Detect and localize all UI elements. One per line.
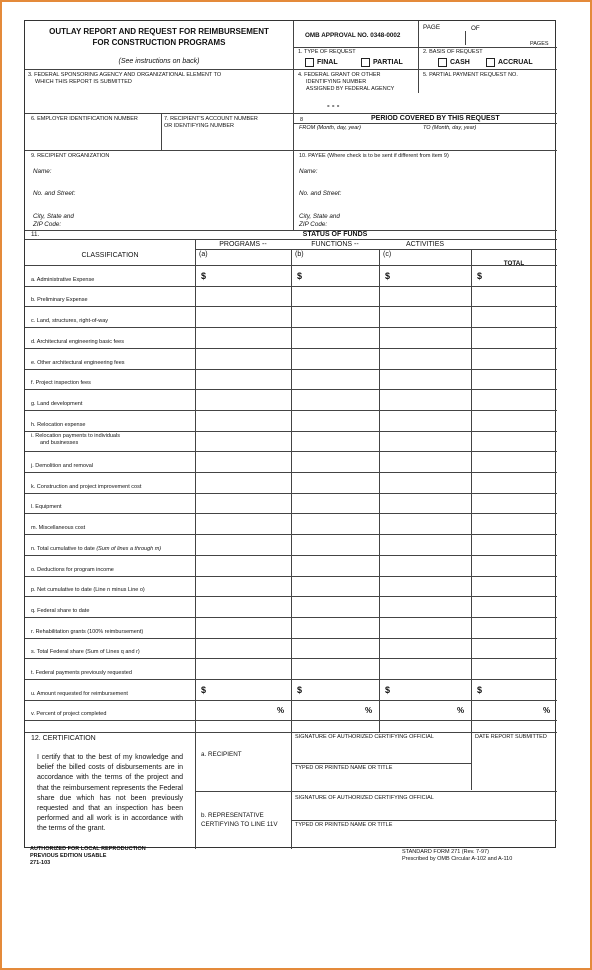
funds-row-label-text: h. Relocation expense bbox=[31, 421, 86, 428]
amount-field-programs[interactable] bbox=[197, 474, 289, 491]
representative-label: b. REPRESENTATIVE bbox=[201, 812, 264, 819]
amount-field-activities[interactable] bbox=[381, 619, 469, 636]
funds-row-label bbox=[31, 297, 88, 303]
form-title-line2: FOR CONSTRUCTION PROGRAMS bbox=[92, 38, 226, 47]
amount-field-programs[interactable] bbox=[197, 391, 289, 408]
funds-row-label bbox=[31, 422, 85, 428]
funds-row-label-text: l. Equipment bbox=[31, 504, 62, 511]
funds-row-label bbox=[31, 277, 94, 283]
funds-row-label bbox=[31, 649, 140, 655]
certification-text: I certify that to the best of my knowledge and belief the billed costs of disbursements are in accordance with the terms of the project and that the reimbursement represents the Federal share due which has not been previously requested and that an inspection has been performed and all work is in accordance with the terms of the grant. bbox=[37, 754, 183, 833]
period-from-field[interactable] bbox=[299, 133, 417, 148]
dollar-sign: $ bbox=[201, 685, 207, 695]
funds-row-label bbox=[31, 608, 89, 614]
funds-row-label-text: e. Other architectural engineering fees bbox=[31, 359, 125, 366]
funds-row-label bbox=[31, 339, 124, 345]
dollar-sign: $ bbox=[297, 685, 303, 695]
amount-field-activities[interactable] bbox=[381, 660, 469, 677]
basis-of-request-label: 2. BASIS OF REQUEST bbox=[423, 49, 483, 55]
footer-previous-edition: PREVIOUS EDITION USABLE bbox=[30, 853, 107, 859]
dollar-sign: $ bbox=[477, 271, 483, 281]
funds-row-label-text: k. Construction and project improvement cost bbox=[31, 483, 142, 490]
field-7-label: 7. RECIPIENT'S ACCOUNT NUMBER bbox=[164, 116, 258, 122]
field-8-number: 8 bbox=[300, 117, 304, 123]
employer-id-field[interactable] bbox=[28, 125, 158, 147]
representative-typed-name-field[interactable] bbox=[295, 830, 553, 846]
amount-field-programs[interactable] bbox=[197, 578, 289, 595]
amount-field-total[interactable] bbox=[473, 267, 555, 284]
amount-field-functions[interactable] bbox=[293, 640, 377, 657]
recipient-typed-name-label: TYPED OR PRINTED NAME OR TITLE bbox=[295, 765, 393, 771]
amount-field-programs[interactable] bbox=[197, 536, 289, 553]
amount-field-functions[interactable] bbox=[293, 453, 377, 470]
grant-number-field[interactable] bbox=[298, 93, 416, 111]
field-3-label: 3. FEDERAL SPONSORING AGENCY AND ORGANIZATIONAL ELEMENT TO bbox=[28, 72, 222, 78]
representative-signature-label: SIGNATURE OF AUTHORIZED CERTIFYING OFFICIAL bbox=[295, 795, 434, 801]
amount-field-total[interactable] bbox=[473, 474, 555, 491]
percent-sign: % bbox=[365, 705, 373, 715]
amount-field-programs[interactable] bbox=[197, 681, 289, 698]
funds-row-label bbox=[31, 525, 85, 531]
amount-field-total[interactable] bbox=[473, 557, 555, 574]
accrual-checkbox[interactable] bbox=[486, 58, 495, 67]
recipient-zip-label: ZIP Code: bbox=[33, 221, 62, 228]
amount-field-programs[interactable] bbox=[197, 557, 289, 574]
amount-field-total[interactable] bbox=[473, 350, 555, 367]
period-to-label: TO (Month, day, year) bbox=[423, 125, 477, 131]
amount-field-functions[interactable] bbox=[293, 619, 377, 636]
partial-payment-number-field[interactable] bbox=[423, 81, 553, 111]
amount-field-functions[interactable] bbox=[293, 371, 377, 388]
amount-field-programs[interactable] bbox=[197, 412, 289, 429]
amount-field-programs[interactable] bbox=[197, 329, 289, 346]
status-of-funds-title: STATUS OF FUNDS bbox=[302, 231, 368, 238]
percent-sign: % bbox=[277, 705, 285, 715]
dollar-sign: $ bbox=[201, 271, 207, 281]
recipient-name-label: Name: bbox=[33, 168, 52, 175]
funds-row-label bbox=[31, 484, 141, 490]
representative-label-2: CERTIFYING TO LINE 11V bbox=[201, 821, 278, 828]
funds-row-label bbox=[31, 318, 108, 324]
recipient-signature-label: SIGNATURE OF AUTHORIZED CERTIFYING OFFICIAL bbox=[295, 734, 434, 740]
funds-row-label-2: and businesses bbox=[40, 439, 79, 446]
percent-sign: % bbox=[457, 705, 465, 715]
partial-checkbox[interactable] bbox=[361, 58, 370, 67]
amount-field-total[interactable] bbox=[473, 495, 555, 512]
amount-field-total[interactable] bbox=[473, 453, 555, 470]
amount-field-programs[interactable] bbox=[197, 619, 289, 636]
recipient-street-label: No. and Street: bbox=[33, 190, 76, 197]
partial-label: PARTIAL bbox=[373, 59, 403, 66]
funds-row-label-text: d. Architectural engineering basic fees bbox=[31, 338, 124, 345]
funds-row-label-text: a. Administrative Expense bbox=[31, 276, 95, 283]
sf271-form bbox=[24, 20, 556, 848]
amount-field-total[interactable] bbox=[473, 391, 555, 408]
certification-title: 12. CERTIFICATION bbox=[31, 735, 96, 742]
amount-field-functions[interactable] bbox=[293, 412, 377, 429]
date-submitted-label: DATE REPORT SUBMITTED bbox=[475, 734, 547, 740]
amount-field-activities[interactable] bbox=[381, 578, 469, 595]
amount-field-programs[interactable] bbox=[197, 702, 289, 719]
amount-field-programs[interactable] bbox=[197, 598, 289, 615]
recipient-city-label: City, State and bbox=[33, 213, 74, 220]
amount-field-functions[interactable] bbox=[293, 578, 377, 595]
column-a-header: (a) bbox=[199, 251, 208, 258]
amount-field-total[interactable] bbox=[473, 288, 555, 305]
recipient-account-field[interactable] bbox=[164, 131, 290, 147]
amount-field-functions[interactable] bbox=[293, 681, 377, 698]
recipient-typed-name-field[interactable] bbox=[295, 773, 467, 789]
amount-field-functions[interactable] bbox=[293, 536, 377, 553]
amount-field-functions[interactable] bbox=[293, 267, 377, 284]
field-4-label-2: IDENTIFYING NUMBER bbox=[306, 79, 367, 85]
amount-field-activities[interactable] bbox=[381, 412, 469, 429]
field-4-label: 4. FEDERAL GRANT OR OTHER bbox=[298, 72, 381, 78]
footer-authorized: AUTHORIZED FOR LOCAL REPRODUCTION bbox=[30, 846, 146, 852]
amount-field-total[interactable] bbox=[473, 536, 555, 553]
amount-field-activities[interactable] bbox=[381, 267, 469, 284]
payee-zip-label: ZIP Code: bbox=[299, 221, 328, 228]
funds-row-label bbox=[31, 567, 114, 573]
amount-field-activities[interactable] bbox=[381, 371, 469, 388]
classification-header: CLASSIFICATION bbox=[81, 252, 139, 259]
funds-row-label-text: g. Land development bbox=[31, 400, 83, 407]
amount-field-activities[interactable] bbox=[381, 453, 469, 470]
functions-header: FUNCTIONS -- bbox=[311, 241, 359, 248]
funds-row-label bbox=[31, 401, 82, 407]
amount-field-total[interactable] bbox=[473, 660, 555, 677]
amount-field-functions[interactable] bbox=[293, 660, 377, 677]
amount-field-programs[interactable] bbox=[197, 660, 289, 677]
amount-field-activities[interactable] bbox=[381, 288, 469, 305]
amount-field-programs[interactable] bbox=[197, 495, 289, 512]
funds-row-label-text: c. Land, structures, right-of-way bbox=[31, 318, 109, 325]
amount-field-activities[interactable] bbox=[381, 308, 469, 325]
funds-row-label bbox=[31, 504, 62, 510]
payee-city-label: City, State and bbox=[299, 213, 340, 220]
footer-standard-form: STANDARD FORM 271 (Rev. 7-97) bbox=[402, 849, 489, 855]
funds-row-label bbox=[31, 587, 145, 593]
recipient-cert-label: a. RECIPIENT bbox=[201, 751, 242, 758]
funds-row-label-text: b. Preliminary Expense bbox=[31, 297, 88, 304]
period-from-label: FROM (Month, day, year) bbox=[299, 125, 361, 131]
total-pages-field[interactable] bbox=[471, 32, 521, 44]
funds-row-label-text: o. Deductions for program income bbox=[31, 566, 114, 573]
dollar-sign: $ bbox=[477, 685, 483, 695]
funds-row-label bbox=[31, 670, 132, 676]
amount-field-total[interactable] bbox=[473, 578, 555, 595]
payee-name-label: Name: bbox=[299, 168, 318, 175]
amount-field-programs[interactable] bbox=[197, 288, 289, 305]
amount-field-functions[interactable] bbox=[293, 350, 377, 367]
funds-row-label-text: u. Amount requested for reimbursement bbox=[31, 690, 128, 697]
field-9-label: 9. RECIPIENT ORGANIZATION bbox=[31, 153, 110, 159]
funds-row-label bbox=[31, 629, 143, 635]
amount-field-functions[interactable] bbox=[293, 515, 377, 532]
funds-row-label bbox=[31, 546, 161, 552]
amount-field-total[interactable] bbox=[473, 640, 555, 657]
cash-checkbox[interactable] bbox=[438, 58, 447, 67]
amount-field-functions[interactable] bbox=[293, 329, 377, 346]
amount-field-activities[interactable] bbox=[381, 391, 469, 408]
amount-field-functions[interactable] bbox=[293, 474, 377, 491]
funds-row-label-text: p. Net cumulative to date (Line n minus Line o) bbox=[31, 587, 145, 594]
amount-field-total[interactable] bbox=[473, 371, 555, 388]
amount-field-programs[interactable] bbox=[197, 433, 289, 450]
field-3-label-2: WHICH THIS REPORT IS SUBMITTED bbox=[35, 79, 132, 85]
amount-field-activities[interactable] bbox=[381, 350, 469, 367]
payee-field[interactable] bbox=[331, 165, 553, 227]
amount-field-programs[interactable] bbox=[197, 453, 289, 470]
amount-field-total[interactable] bbox=[473, 598, 555, 615]
instructions-note: (See instructions on back) bbox=[118, 58, 200, 65]
payee-street-label: No. and Street: bbox=[299, 190, 342, 197]
amount-field-activities[interactable] bbox=[381, 474, 469, 491]
amount-field-total[interactable] bbox=[473, 308, 555, 325]
funds-row-label-text: t. Federal payments previously requested bbox=[31, 670, 132, 676]
period-to-field[interactable] bbox=[423, 133, 553, 148]
representative-signature-field[interactable] bbox=[295, 803, 553, 819]
date-submitted-field[interactable] bbox=[475, 742, 553, 788]
funds-row-label bbox=[31, 380, 91, 386]
recipient-signature-field[interactable] bbox=[295, 742, 467, 762]
funds-row-label-text: s. Total Federal share (Sum of Lines q and r) bbox=[31, 649, 140, 656]
field-10-label: 10. PAYEE (Where check is to be sent if different from item 9) bbox=[299, 153, 449, 159]
final-label: FINAL bbox=[317, 59, 338, 66]
recipient-organization-field[interactable] bbox=[65, 165, 289, 227]
column-c-header: (c) bbox=[383, 251, 392, 258]
amount-field-functions[interactable] bbox=[293, 598, 377, 615]
funds-row-label bbox=[31, 711, 106, 717]
pages-label: PAGES bbox=[530, 41, 549, 47]
amount-field-programs[interactable] bbox=[197, 640, 289, 657]
amount-field-functions[interactable] bbox=[293, 391, 377, 408]
programs-header: PROGRAMS -- bbox=[219, 241, 267, 248]
funds-row-label bbox=[31, 691, 128, 697]
amount-field-programs[interactable] bbox=[197, 515, 289, 532]
amount-field-total[interactable] bbox=[473, 515, 555, 532]
amount-field-total[interactable] bbox=[473, 619, 555, 636]
of-label: OF bbox=[471, 25, 480, 32]
column-b-header: (b) bbox=[295, 251, 304, 258]
omb-approval: OMB APPROVAL NO. 0348-0002 bbox=[305, 32, 401, 39]
grant-number-dashes: - - - bbox=[327, 101, 340, 110]
funds-row-label bbox=[31, 360, 125, 366]
amount-field-programs[interactable] bbox=[197, 350, 289, 367]
amount-field-programs[interactable] bbox=[197, 267, 289, 284]
funds-row-label-text: q. Federal share to date bbox=[31, 607, 90, 614]
amount-field-total[interactable] bbox=[473, 412, 555, 429]
dollar-sign: $ bbox=[385, 271, 391, 281]
amount-field-functions[interactable] bbox=[293, 288, 377, 305]
amount-field-activities[interactable] bbox=[381, 433, 469, 450]
total-header: TOTAL bbox=[503, 260, 525, 267]
footer-form-code: 271-103 bbox=[30, 860, 51, 866]
dollar-sign: $ bbox=[297, 271, 303, 281]
amount-field-functions[interactable] bbox=[293, 433, 377, 450]
field-4-label-3: ASSIGNED BY FEDERAL AGENCY bbox=[306, 86, 395, 92]
amount-field-activities[interactable] bbox=[381, 329, 469, 346]
form-title-line1: OUTLAY REPORT AND REQUEST FOR REIMBURSEMENT bbox=[49, 27, 269, 36]
page-label: PAGE bbox=[423, 24, 441, 31]
accrual-label: ACCRUAL bbox=[498, 59, 533, 66]
funds-row-label-text: m. Miscellaneous cost bbox=[31, 525, 86, 532]
funds-row-label-text: v. Percent of project completed bbox=[31, 711, 107, 718]
amount-field-total[interactable] bbox=[473, 681, 555, 698]
funds-row-label-text: r. Rehabilitation grants (100% reimbursement) bbox=[31, 628, 144, 635]
amount-field-activities[interactable] bbox=[381, 515, 469, 532]
amount-field-functions[interactable] bbox=[293, 308, 377, 325]
representative-typed-name-label: TYPED OR PRINTED NAME OR TITLE bbox=[295, 822, 393, 828]
activities-header: ACTIVITIES bbox=[405, 241, 445, 248]
amount-field-activities[interactable] bbox=[381, 640, 469, 657]
dollar-sign: $ bbox=[385, 685, 391, 695]
page-number-field[interactable] bbox=[423, 32, 461, 44]
amount-field-programs[interactable] bbox=[197, 371, 289, 388]
amount-field-functions[interactable] bbox=[293, 495, 377, 512]
amount-field-programs[interactable] bbox=[197, 308, 289, 325]
field-5-label: 5. PARTIAL PAYMENT REQUEST NO. bbox=[423, 72, 518, 78]
amount-field-activities[interactable] bbox=[381, 536, 469, 553]
amount-field-activities[interactable] bbox=[381, 557, 469, 574]
amount-field-total[interactable] bbox=[473, 329, 555, 346]
cash-label: CASH bbox=[450, 59, 470, 66]
period-covered-title: PERIOD COVERED BY THIS REQUEST bbox=[371, 115, 500, 122]
percent-sign: % bbox=[543, 705, 551, 715]
amount-field-activities[interactable] bbox=[381, 598, 469, 615]
funds-row-label-note: (Sum of lines a through m) bbox=[96, 545, 162, 552]
field-7-label-2: OR IDENTIFYING NUMBER bbox=[164, 123, 234, 129]
amount-field-activities[interactable] bbox=[381, 702, 469, 719]
federal-agency-field[interactable] bbox=[28, 87, 290, 111]
amount-field-activities[interactable] bbox=[381, 495, 469, 512]
funds-row-label-text: n. Total cumulative to date bbox=[31, 545, 97, 552]
amount-field-functions[interactable] bbox=[293, 557, 377, 574]
funds-row-label-text: j. Demolition and removal bbox=[31, 463, 94, 469]
field-6-label: 6. EMPLOYER IDENTIFICATION NUMBER bbox=[31, 116, 138, 122]
final-checkbox[interactable] bbox=[305, 58, 314, 67]
amount-field-activities[interactable] bbox=[381, 681, 469, 698]
funds-row-label bbox=[31, 463, 93, 469]
funds-section-number: 11. bbox=[31, 231, 40, 238]
type-of-request-label: 1. TYPE OF REQUEST bbox=[298, 49, 356, 55]
amount-field-total[interactable] bbox=[473, 433, 555, 450]
funds-row-label: i. Relocation payments to individuals bbox=[31, 432, 120, 439]
footer-prescribed-by: Prescribed by OMB Circular A-102 and A-110 bbox=[402, 856, 513, 862]
funds-row-label-text: f. Project inspection fees bbox=[31, 380, 91, 387]
